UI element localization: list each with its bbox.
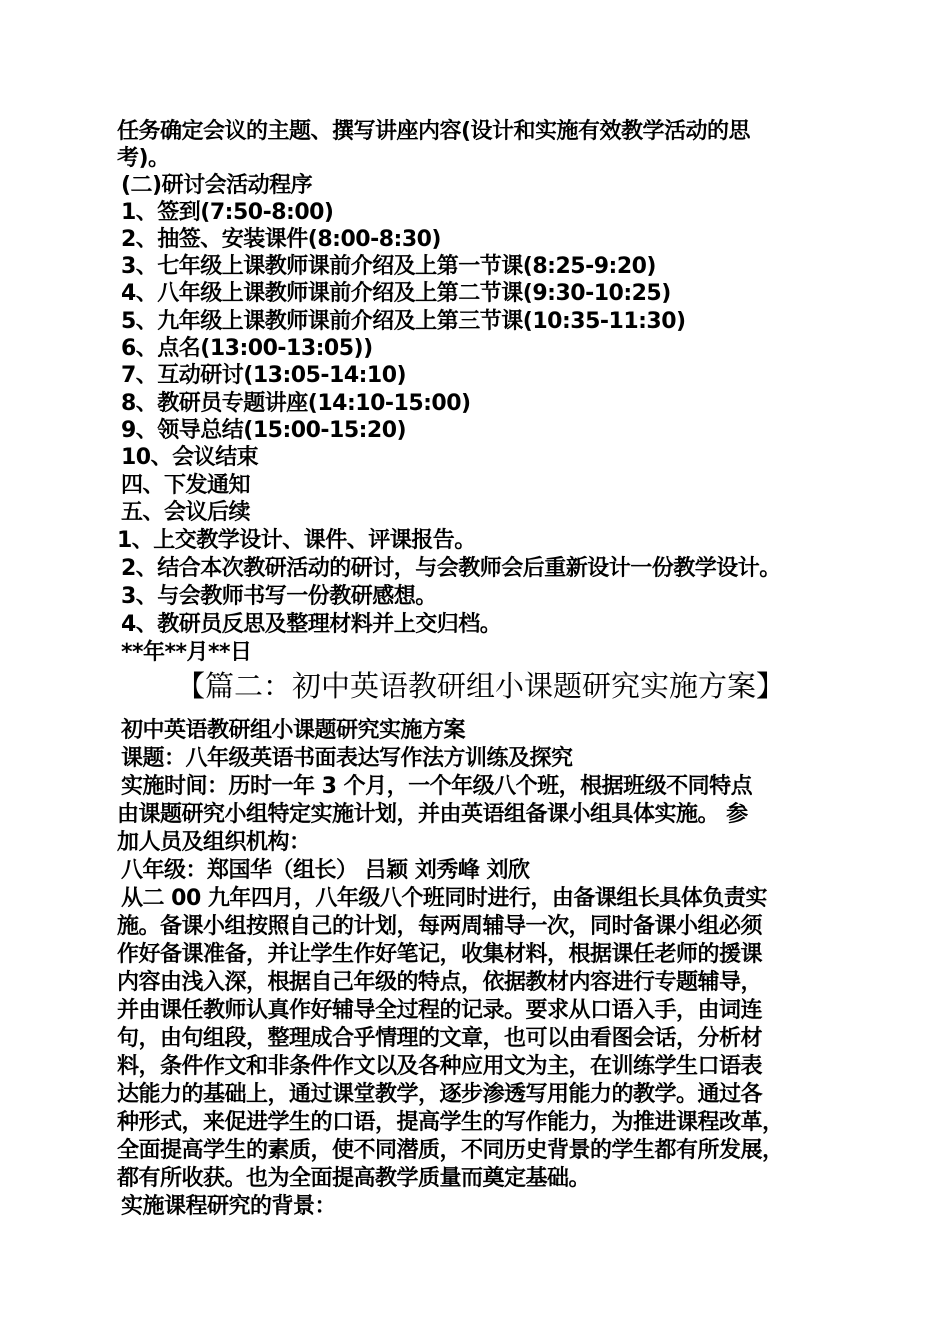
schedule-item-10: 10、会议结束 [121,445,259,470]
schedule-item-5: 5、九年级上课教师课前介绍及上第三节课(10:35-11:30) [121,309,686,334]
intro-line-1: 任务确定会议的主题、撰写讲座内容(设计和实施有效教学活动的思 [117,119,751,144]
time-line-1: 实施时间：历时一年 3 个月，一个年级八个班，根据班级不同特点 [121,774,753,799]
body-line-1: 从二 00 九年四月，八年级八个班同时进行，由备课组长具体负责实 [121,886,767,911]
time-line-3: 加人员及组织机构： [117,830,311,855]
schedule-item-7: 7、互动研讨(13:05-14:10) [121,363,407,388]
schedule-item-1: 1、签到(7:50-8:00) [121,200,334,225]
followup-item-1: 1、上交教学设计、课件、评课报告。 [117,528,476,553]
followup-item-4: 4、教研员反思及整理材料并上交归档。 [121,612,502,637]
schedule-item-4: 4、八年级上课教师课前介绍及上第二节课(9:30-10:25) [121,281,671,306]
members-line: 八年级：郑国华（组长） 吕颖 刘秀峰 刘欣 [121,858,530,883]
body-line-4: 内容由浅入深，根据自己年级的特点，依据教材内容进行专题辅导， [117,970,763,995]
body-line-11: 都有所收获。也为全面提高教学质量而奠定基础。 [117,1166,591,1191]
section-2-title: (二)研讨会活动程序 [121,173,313,198]
schedule-item-8: 8、教研员专题讲座(14:10-15:00) [121,391,471,416]
section-5-title: 五、会议后续 [121,500,251,525]
background-title: 实施课程研究的背景： [121,1194,337,1219]
body-line-5: 并由课任教师认真作好辅导全过程的记录。要求从口语入手，由词连 [117,998,763,1023]
body-line-10: 全面提高学生的素质，使不同潜质，不同历史背景的学生都有所发展， [117,1138,784,1163]
body-line-6: 句，由句组段，整理成合乎情理的文章，也可以由看图会话，分析材 [117,1026,763,1051]
body-line-9: 种形式，来促进学生的口语，提高学生的写作能力，为推进课程改革， [117,1110,784,1135]
followup-item-2: 2、结合本次教研活动的研讨，与会教师会后重新设计一份教学设计。 [121,556,781,581]
time-line-2: 由课题研究小组特定实施计划，并由英语组备课小组具体实施。 参 [117,802,748,827]
schedule-item-9: 9、领导总结(15:00-15:20) [121,418,407,443]
section-4-title: 四、下发通知 [121,473,251,498]
part-2-title: 初中英语教研组小课题研究实施方案 [121,718,466,743]
intro-line-2: 考)。 [117,146,170,171]
body-line-3: 作好备课准备，并让学生作好笔记，收集材料，根据课任老师的援课 [117,942,763,967]
body-line-8: 达能力的基础上，通过课堂教学，逐步渗透写用能力的教学。通过各 [117,1082,763,1107]
body-line-7: 料，条件作文和非条件作文以及各种应用文为主，在训练学生口语表 [117,1054,763,1079]
date-line: **年**月**日 [121,640,252,665]
schedule-item-3: 3、七年级上课教师课前介绍及上第一节课(8:25-9:20) [121,254,656,279]
topic-line: 课题：八年级英语书面表达写作法方训练及探究 [121,746,573,771]
schedule-item-2: 2、抽签、安装课件(8:00-8:30) [121,227,441,252]
part-2-heading: 【篇二：初中英语教研组小课题研究实施方案】 [176,669,786,703]
followup-item-3: 3、与会教师书写一份教研感想。 [121,584,437,609]
body-line-2: 施。备课小组按照自己的计划，每两周辅导一次，同时备课小组必须 [117,914,763,939]
schedule-item-6: 6、点名(13:00-13:05)) [121,336,373,361]
